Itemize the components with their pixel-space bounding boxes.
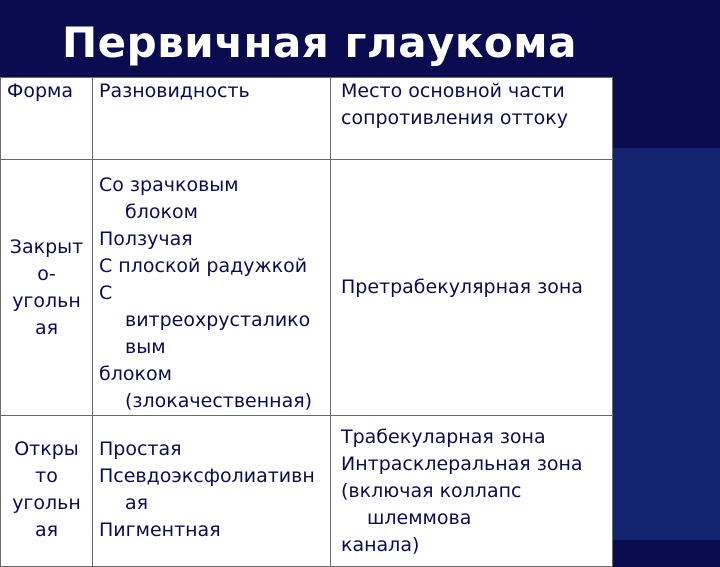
header-zone-line: Место основной части (341, 80, 565, 102)
header-variety: Разновидность (93, 78, 331, 160)
variety-line: витреохрусталико (125, 309, 311, 331)
header-zone-line: сопротивления оттоку (341, 107, 568, 129)
variety-line: Ползучая (99, 228, 193, 250)
zone-cell (331, 416, 613, 567)
variety-line: Пигментная (99, 519, 221, 541)
variety-line: блоком (99, 363, 172, 385)
variety-line: С плоской радужкой (99, 255, 308, 277)
variety-line: Со зрачковым (99, 174, 239, 196)
variety-line: вым (125, 336, 166, 358)
form-line: Откры (14, 438, 79, 460)
variety-line: Псевдоэксфолиативн (99, 465, 315, 487)
glaucoma-table (0, 77, 613, 567)
form-line: Закрыт (9, 235, 84, 258)
variety-line: Простая (99, 438, 182, 460)
variety-cell (93, 416, 331, 567)
form-line: то (35, 465, 58, 487)
zone-line: Трабекуларная зона (341, 426, 546, 448)
zone-line: (включая коллапс (341, 480, 522, 502)
form-line: угольн (12, 492, 81, 514)
form-line: о- (37, 262, 56, 285)
table-header-row (1, 78, 613, 160)
zone-line: шлеммова (367, 507, 472, 529)
table-row-angle-closure (1, 160, 613, 416)
zone-line: Претрабекулярная зона (341, 276, 583, 298)
zone-line: Интрасклеральная зона (341, 453, 583, 475)
slide-title: Первичная глаукома (62, 18, 577, 67)
header-form: Форма (1, 78, 93, 160)
form-cell (1, 416, 93, 567)
header-zone (331, 78, 613, 160)
table-row-open-angle (1, 416, 613, 567)
form-line: ая (34, 519, 59, 541)
form-cell (1, 160, 93, 416)
zone-line: канала) (341, 534, 420, 556)
background-accent-band (612, 148, 720, 540)
variety-line: С (99, 282, 113, 304)
form-line: ая (34, 316, 59, 339)
zone-cell (331, 160, 613, 416)
variety-line: (злокачественная) (125, 390, 313, 412)
form-line: угольн (12, 289, 81, 312)
variety-line: ая (125, 492, 149, 514)
variety-line: блоком (125, 201, 198, 223)
variety-cell (93, 160, 331, 416)
